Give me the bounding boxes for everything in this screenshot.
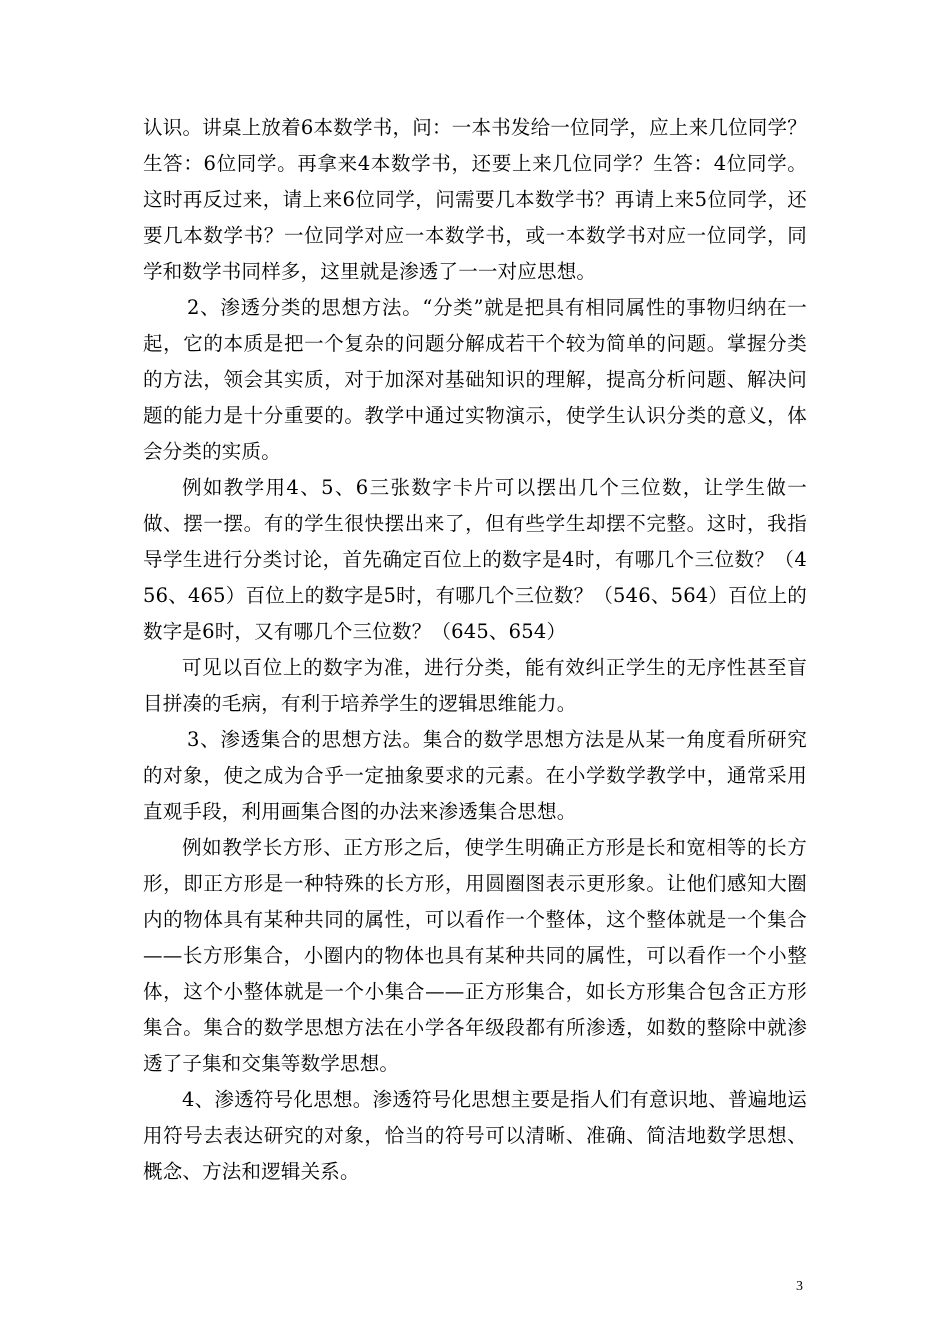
- paragraph-classification-method: 2、渗透分类的思想方法。“分类”就是把具有相同属性的事物归纳在一起，它的本质是把一个复杂的问题分解成若干个较为简单的问题。掌握分类的方法，领会其实质，对于加深对基础知识的理解，提高分析问题、解决问题的能力是十分重要的。教学中通过实物演示，使学生认识分类的意义，体会分类的实质。: [143, 296, 807, 463]
- document-body: [143, 110, 807, 1190]
- paragraph-classification-example: 例如教学用4、5、6三张数字卡片可以摆出几个三位数，让学生做一做、摆一摆。有的学生很快摆出来了，但有些学生却摆不完整。这时，我指导学生进行分类讨论，首先确定百位上的数字是4时，有哪几个三位数？（456、465）百位上的数字是5时，有哪几个三位数？（546、564）百位上的数字是6时，又有哪几个三位数？（645、654）: [143, 476, 807, 643]
- paragraph-set-example: 例如教学长方形、正方形之后，使学生明确正方形是长和宽相等的长方形，即正方形是一种特殊的长方形，用圆圈图表示更形象。让他们感知大圈内的物体具有某种共同的属性，可以看作一个整体，这个整体就是一个集合——长方形集合，小圈内的物体也具有某种共同的属性，可以看作一个小整体，这个小整体就是一个小集合——正方形集合，如长方形集合包含正方形集合。集合的数学思想方法在小学各年级段都有所渗透，如数的整除中就渗透了子集和交集等数学思想。: [143, 836, 807, 1075]
- paragraph-symbolization-method: 4、渗透符号化思想。渗透符号化思想主要是指人们有意识地、普遍地运用符号去表达研究的对象，恰当的符号可以清晰、准确、简洁地数学思想、概念、方法和逻辑关系。: [143, 1088, 807, 1183]
- paragraph-continuation: 认识。讲桌上放着6本数学书，问：一本书发给一位同学，应上来几位同学？生答：6位同学。再拿来4本数学书，还要上来几位同学？生答：4位同学。这时再反过来，请上来6位同学，问需要几本数学书？再请上来5位同学，还要几本数学书？一位同学对应一本数学书，或一本数学书对应一位同学，同学和数学书同样多，这里就是渗透了一一对应思想。: [143, 116, 807, 283]
- paragraph-set-method: 3、渗透集合的思想方法。集合的数学思想方法是从某一角度看所研究的对象，使之成为合乎一定抽象要求的元素。在小学数学教学中，通常采用直观手段，利用画集合图的办法来渗透集合思想。: [143, 728, 807, 823]
- page-number: 3: [796, 1279, 803, 1294]
- paragraph-classification-conclusion: 可见以百位上的数字为准，进行分类，能有效纠正学生的无序性甚至盲目拼凑的毛病，有利于培养学生的逻辑思维能力。: [143, 656, 807, 715]
